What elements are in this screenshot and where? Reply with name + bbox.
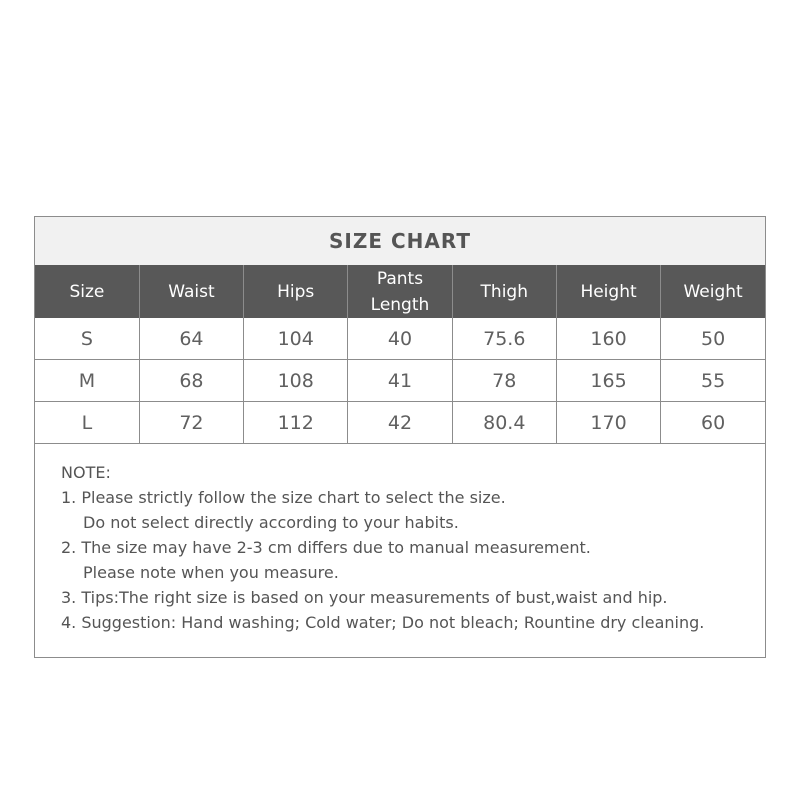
notes-section	[35, 444, 765, 657]
size-table	[35, 265, 765, 444]
header-hips: Hips	[244, 265, 348, 318]
cell-height: 160	[556, 318, 660, 360]
cell-waist: 68	[139, 360, 243, 402]
cell-pants-length: 41	[348, 360, 452, 402]
cell-weight: 60	[661, 402, 765, 444]
header-thigh: Thigh	[452, 265, 556, 318]
cell-waist: 64	[139, 318, 243, 360]
header-waist: Waist	[139, 265, 243, 318]
note-line: 1. Please strictly follow the size chart to select the size.	[61, 488, 506, 507]
cell-size: S	[35, 318, 139, 360]
table-row	[35, 402, 765, 444]
table-row	[35, 360, 765, 402]
cell-weight: 50	[661, 318, 765, 360]
cell-size: M	[35, 360, 139, 402]
cell-thigh: 78	[452, 360, 556, 402]
cell-height: 165	[556, 360, 660, 402]
cell-waist: 72	[139, 402, 243, 444]
note-line: 4. Suggestion: Hand washing; Cold water; Do not bleach; Rountine dry cleaning.	[61, 613, 705, 632]
size-chart-card	[34, 216, 766, 658]
chart-title: SIZE CHART	[35, 217, 765, 265]
notes-heading: NOTE:	[61, 463, 111, 482]
header-weight: Weight	[661, 265, 765, 318]
cell-hips: 108	[244, 360, 348, 402]
header-height: Height	[556, 265, 660, 318]
note-line: Please note when you measure.	[83, 563, 339, 582]
cell-height: 170	[556, 402, 660, 444]
note-line: Do not select directly according to your habits.	[83, 513, 459, 532]
header-pants-line1: Pants	[376, 268, 424, 289]
cell-hips: 104	[244, 318, 348, 360]
cell-hips: 112	[244, 402, 348, 444]
header-pants-line2: Length	[370, 294, 430, 315]
cell-thigh: 75.6	[452, 318, 556, 360]
table-header-row	[35, 265, 765, 318]
table-row	[35, 318, 765, 360]
note-line: 3. Tips:The right size is based on your measurements of bust,waist and hip.	[61, 588, 668, 607]
note-line: 2. The size may have 2-3 cm differs due to manual measurement.	[61, 538, 591, 557]
cell-size: L	[35, 402, 139, 444]
header-pants-length	[348, 265, 452, 318]
cell-pants-length: 40	[348, 318, 452, 360]
cell-pants-length: 42	[348, 402, 452, 444]
cell-thigh: 80.4	[452, 402, 556, 444]
cell-weight: 55	[661, 360, 765, 402]
header-size: Size	[35, 265, 139, 318]
